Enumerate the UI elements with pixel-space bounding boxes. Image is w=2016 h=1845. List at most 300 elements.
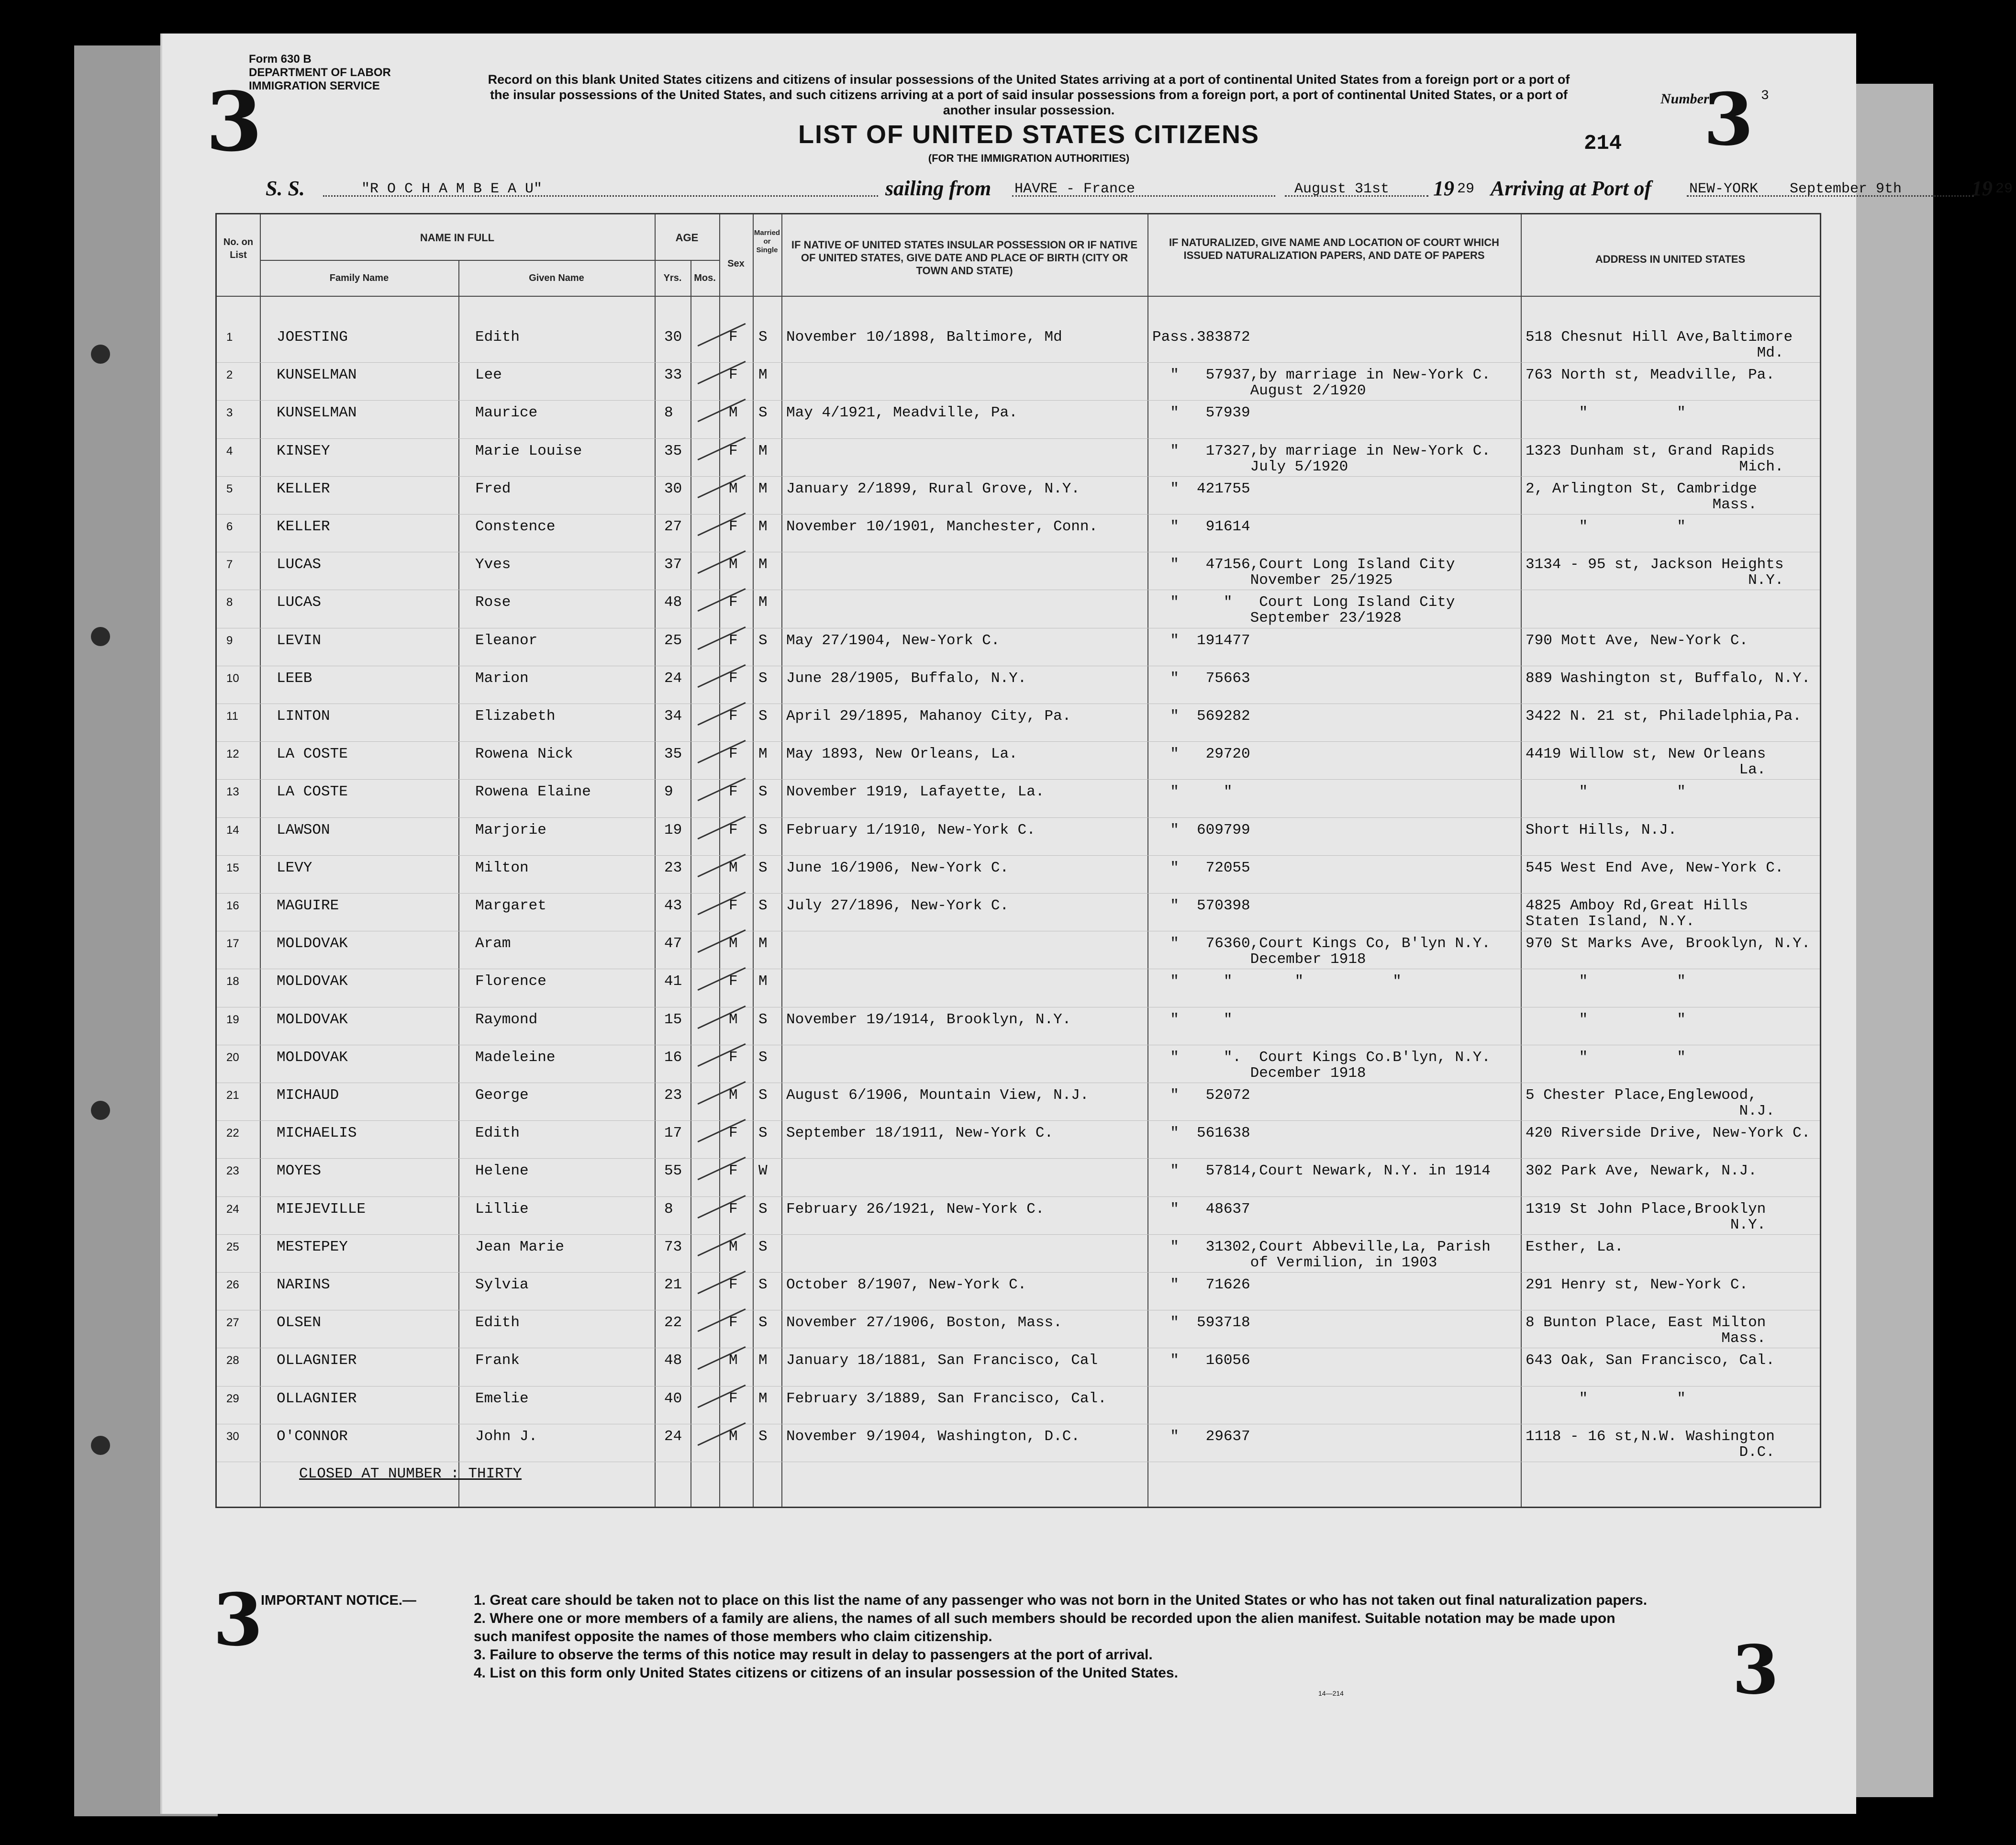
departure-year-prefix: 19 — [1433, 177, 1454, 200]
header-age: AGE — [675, 232, 699, 244]
check-mark — [698, 1081, 746, 1105]
married-single-cell: S — [758, 632, 768, 649]
table-row — [217, 1045, 1820, 1083]
birth-info-cell: July 27/1896, New-York C. — [786, 897, 1009, 914]
given-name-cell: Fred — [475, 480, 511, 497]
married-single-cell: M — [758, 1390, 768, 1407]
sex-cell: F — [729, 973, 738, 990]
check-mark — [698, 1043, 746, 1067]
naturalization-cell: " ". Court Kings Co.B'lyn, N.Y. December 1918 — [1170, 1049, 1491, 1082]
given-name-cell: Marjorie — [475, 821, 546, 839]
married-single-cell: M — [758, 973, 768, 990]
address-cell: 790 Mott Ave, New-York C. — [1526, 632, 1749, 649]
form-big-number-top-right: 3 — [1704, 78, 1754, 162]
check-mark — [698, 1157, 746, 1180]
row-number: 26 — [226, 1278, 239, 1291]
sex-cell: F — [729, 670, 738, 687]
naturalization-cell: " 421755 — [1152, 480, 1250, 497]
married-single-cell: S — [758, 1200, 768, 1218]
birth-info-cell: November 10/1898, Baltimore, Md — [786, 329, 1062, 346]
check-mark — [698, 1422, 746, 1446]
ship-line — [266, 176, 2013, 205]
naturalization-cell: " 91614 — [1152, 518, 1250, 535]
arriving-label: Arriving at Port of — [1491, 177, 1652, 200]
sex-cell: F — [729, 632, 738, 649]
address-cell: 2, Arlington St, Cambridge Mass. — [1526, 480, 1757, 513]
family-name-cell: LEVY — [277, 859, 312, 876]
age-years-cell: 33 — [664, 367, 682, 384]
closed-at-number: CLOSED AT NUMBER : THIRTY — [299, 1465, 522, 1482]
sex-cell: M — [729, 1352, 738, 1369]
row-number: 20 — [226, 1051, 239, 1064]
address-cell: " " — [1526, 404, 1686, 422]
given-name-cell: Aram — [475, 935, 511, 952]
form-big-number-bottom-left: 3 — [213, 1578, 263, 1662]
given-name-cell: Marion — [475, 670, 529, 687]
naturalization-cell: " 47156,Court Long Island City November 25/1925 — [1170, 556, 1455, 589]
family-name-cell: LEVIN — [277, 632, 322, 649]
married-single-cell: M — [758, 367, 768, 384]
sex-cell: M — [729, 404, 738, 422]
arrival-date: September 9th — [1790, 181, 1902, 197]
table-row — [217, 400, 1820, 438]
address-cell: 291 Henry st, New-York C. — [1526, 1276, 1749, 1293]
naturalization-cell: " 57939 — [1152, 404, 1250, 422]
married-single-cell: M — [758, 594, 768, 611]
given-name-cell: Lillie — [475, 1200, 529, 1218]
sex-cell: F — [729, 1314, 738, 1331]
age-years-cell: 55 — [664, 1163, 682, 1180]
row-number: 3 — [226, 406, 233, 420]
address-cell: Short Hills, N.J. — [1526, 821, 1677, 839]
address-cell: Esther, La. — [1526, 1238, 1624, 1255]
age-years-cell: 27 — [664, 518, 682, 535]
given-name-cell: Sylvia — [475, 1276, 529, 1293]
age-years-cell: 15 — [664, 1011, 682, 1028]
row-number: 12 — [226, 748, 239, 761]
family-name-cell: LUCAS — [277, 594, 322, 611]
header-family-name: Family Name — [329, 273, 389, 283]
given-name-cell: Madeleine — [475, 1049, 556, 1066]
birth-info-cell: January 2/1899, Rural Grove, N.Y. — [786, 480, 1080, 497]
address-cell: " " — [1526, 973, 1686, 990]
check-mark — [698, 1005, 746, 1029]
row-number: 15 — [226, 861, 239, 874]
birth-info-cell: January 18/1881, San Francisco, Cal — [786, 1352, 1098, 1369]
given-name-cell: Rose — [475, 594, 511, 611]
row-number: 19 — [226, 1013, 239, 1026]
sailing-label: sailing from — [885, 177, 991, 200]
married-single-cell: S — [758, 1276, 768, 1293]
family-name-cell: KUNSELMAN — [277, 404, 357, 422]
married-single-cell: S — [758, 1011, 768, 1028]
age-years-cell: 21 — [664, 1276, 682, 1293]
married-single-cell: S — [758, 329, 768, 346]
departure-port: HAVRE - France — [1014, 181, 1136, 197]
address-cell: 1323 Dunham st, Grand Rapids Mich. — [1526, 442, 1784, 475]
married-single-cell: M — [758, 442, 768, 459]
married-single-cell: S — [758, 783, 768, 801]
check-mark — [698, 475, 746, 498]
table-row — [217, 1158, 1820, 1196]
married-single-cell: S — [758, 821, 768, 839]
passenger-table — [215, 213, 1821, 1508]
age-years-cell: 48 — [664, 594, 682, 611]
table-row — [217, 893, 1820, 931]
notice-item: 4. List on this form only United States citizens or citizens of an insular possession of the United States. — [474, 1665, 1178, 1681]
sex-cell: M — [729, 480, 738, 497]
check-mark — [698, 702, 746, 726]
check-mark — [698, 588, 746, 612]
sex-cell: M — [729, 1428, 738, 1445]
header-name-in-full: NAME IN FULL — [420, 232, 495, 244]
naturalization-cell: " " — [1152, 1011, 1233, 1028]
check-mark — [698, 967, 746, 991]
birth-info-cell: May 1893, New Orleans, La. — [786, 746, 1018, 763]
table-row — [217, 931, 1820, 969]
sex-cell: F — [729, 518, 738, 535]
naturalization-cell: " 569282 — [1152, 708, 1250, 725]
naturalization-cell: " 16056 — [1152, 1352, 1250, 1369]
naturalization-cell: " " Court Long Island City September 23/1928 — [1170, 594, 1455, 627]
address-cell: " " — [1526, 1011, 1686, 1028]
table-row — [217, 1424, 1820, 1462]
row-number: 21 — [226, 1089, 239, 1102]
table-row — [217, 855, 1820, 894]
check-mark — [698, 1384, 746, 1408]
check-mark — [698, 436, 746, 460]
arrival-port: NEW-YORK — [1689, 181, 1759, 197]
age-years-cell: 8 — [664, 404, 673, 422]
given-name-cell: Edith — [475, 1125, 520, 1142]
age-years-cell: 47 — [664, 935, 682, 952]
given-name-cell: Elizabeth — [475, 708, 556, 725]
given-name-cell: Rowena Nick — [475, 746, 573, 763]
header-age-months: Mos. — [694, 273, 716, 283]
married-single-cell: M — [758, 480, 768, 497]
family-name-cell: LA COSTE — [277, 783, 348, 801]
sex-cell: F — [729, 1049, 738, 1066]
birth-info-cell: February 3/1889, San Francisco, Cal. — [786, 1390, 1107, 1407]
address-cell: 3134 - 95 st, Jackson Heights N.Y. — [1526, 556, 1784, 589]
naturalization-cell: " 29637 — [1152, 1428, 1250, 1445]
table-row — [217, 1120, 1820, 1159]
sex-cell: M — [729, 1011, 738, 1028]
age-years-cell: 40 — [664, 1390, 682, 1407]
row-number: 13 — [226, 785, 239, 799]
naturalization-cell: " 609799 — [1152, 821, 1250, 839]
header-birth-info: IF NATIVE OF UNITED STATES INSULAR POSSESSION OR IF NATIVE OF UNITED STATES, GIVE DATE AND PLACE OF BIRTH (CITY OR TOWN AND STATE) — [791, 239, 1138, 277]
header-sex: Sex — [727, 258, 745, 269]
age-years-cell: 48 — [664, 1352, 682, 1369]
department-name: DEPARTMENT OF LABOR — [249, 66, 391, 79]
naturalization-cell: " " — [1152, 783, 1233, 801]
row-number: 9 — [226, 634, 233, 647]
address-cell: 643 Oak, San Francisco, Cal. — [1526, 1352, 1775, 1369]
naturalization-cell: " " " " — [1152, 973, 1402, 990]
family-name-cell: MOYES — [277, 1163, 322, 1180]
age-years-cell: 16 — [664, 1049, 682, 1066]
row-number: 7 — [226, 558, 233, 571]
check-mark — [698, 929, 746, 953]
naturalization-cell: " 570398 — [1152, 897, 1250, 914]
naturalization-cell: " 17327,by marriage in New-York C. July 5/1920 — [1170, 442, 1491, 475]
given-name-cell: Emelie — [475, 1390, 529, 1407]
address-cell: 763 North st, Meadville, Pa. — [1526, 367, 1775, 384]
row-number: 11 — [226, 710, 238, 723]
given-name-cell: Jean Marie — [475, 1238, 565, 1255]
given-name-cell: Margaret — [475, 897, 546, 914]
given-name-cell: Marie Louise — [475, 442, 582, 459]
married-single-cell: S — [758, 708, 768, 725]
sex-cell: F — [729, 897, 738, 914]
address-cell: " " — [1526, 783, 1686, 801]
naturalization-cell: " 57937,by marriage in New-York C. August 2/1920 — [1170, 367, 1491, 400]
form-code: 14—214 — [1318, 1689, 1344, 1697]
birth-info-cell: November 27/1906, Boston, Mass. — [786, 1314, 1062, 1331]
married-single-cell: S — [758, 670, 768, 687]
binder-hole — [91, 1101, 110, 1120]
given-name-cell: Florence — [475, 973, 546, 990]
row-number: 16 — [226, 899, 239, 912]
table-row — [217, 1196, 1820, 1235]
table-row — [217, 628, 1820, 666]
birth-info-cell: April 29/1895, Mahanoy City, Pa. — [786, 708, 1071, 725]
check-mark — [698, 892, 746, 915]
family-name-cell: MIEJEVILLE — [277, 1200, 366, 1218]
age-years-cell: 19 — [664, 821, 682, 839]
table-row — [217, 514, 1820, 552]
row-number: 14 — [226, 823, 239, 837]
table-row — [217, 552, 1820, 590]
age-years-cell: 25 — [664, 632, 682, 649]
birth-info-cell: February 26/1921, New-York C. — [786, 1200, 1045, 1218]
check-mark — [698, 816, 746, 839]
sex-cell: M — [729, 859, 738, 876]
sex-cell: F — [729, 1390, 738, 1407]
married-single-cell: W — [758, 1163, 768, 1180]
sex-cell: F — [729, 442, 738, 459]
address-cell: 420 Riverside Drive, New-York C. — [1526, 1125, 1811, 1142]
sex-cell: F — [729, 746, 738, 763]
family-name-cell: O'CONNOR — [277, 1428, 348, 1445]
table-row — [217, 1386, 1820, 1424]
address-cell: " " — [1526, 1390, 1686, 1407]
naturalization-cell: " 191477 — [1152, 632, 1250, 649]
binder-hole — [91, 627, 110, 646]
departure-year: 29 — [1457, 181, 1475, 197]
sex-cell: F — [729, 367, 738, 384]
age-years-cell: 43 — [664, 897, 682, 914]
birth-info-cell: September 18/1911, New-York C. — [786, 1125, 1054, 1142]
birth-info-cell: October 8/1907, New-York C. — [786, 1276, 1027, 1293]
age-years-cell: 24 — [664, 1428, 682, 1445]
number-label: Number — [1660, 91, 1709, 107]
family-name-cell: OLSEN — [277, 1314, 322, 1331]
given-name-cell: Eleanor — [475, 632, 538, 649]
address-cell: " " — [1526, 1049, 1686, 1066]
number-value: 3 — [1761, 89, 1769, 103]
row-number: 2 — [226, 369, 233, 382]
given-name-cell: Rowena Elaine — [475, 783, 591, 801]
table-row — [217, 741, 1820, 780]
birth-info-cell: August 6/1906, Mountain View, N.J. — [786, 1087, 1089, 1104]
married-single-cell: M — [758, 518, 768, 535]
departure-date: August 31st — [1294, 181, 1390, 197]
sex-cell: M — [729, 1238, 738, 1255]
header-no-on-list: No. on List — [223, 237, 254, 260]
naturalization-cell: " 52072 — [1152, 1087, 1250, 1104]
naturalization-cell: " 31302,Court Abbeville,La, Parish of Vermilion, in 1903 — [1170, 1238, 1491, 1271]
naturalization-cell: " 75663 — [1152, 670, 1250, 687]
family-name-cell: MOLDOVAK — [277, 1049, 348, 1066]
address-cell: 970 St Marks Ave, Brooklyn, N.Y. — [1526, 935, 1811, 952]
family-name-cell: KELLER — [277, 480, 330, 497]
address-cell: 5 Chester Place,Englewood, N.J. — [1526, 1087, 1775, 1119]
family-name-cell: LAWSON — [277, 821, 330, 839]
married-single-cell: M — [758, 1352, 768, 1369]
sex-cell: F — [729, 1125, 738, 1142]
row-number: 4 — [226, 444, 233, 458]
form-big-number-top: 3 — [206, 74, 263, 170]
sex-cell: F — [729, 1163, 738, 1180]
address-cell: 302 Park Ave, Newark, N.J. — [1526, 1163, 1757, 1180]
sex-cell: F — [729, 329, 738, 346]
row-number: 17 — [226, 937, 239, 950]
address-cell: 545 West End Ave, New-York C. — [1526, 859, 1784, 876]
check-mark — [698, 854, 746, 877]
married-single-cell: S — [758, 897, 768, 914]
family-name-cell: MOLDOVAK — [277, 935, 348, 952]
given-name-cell: Frank — [475, 1352, 520, 1369]
ss-label: S. S. — [266, 177, 305, 200]
family-name-cell: MAGUIRE — [277, 897, 339, 914]
naturalization-cell: " 48637 — [1152, 1200, 1250, 1218]
given-name-cell: Edith — [475, 329, 520, 346]
age-years-cell: 24 — [664, 670, 682, 687]
row-number: 28 — [226, 1354, 239, 1367]
page-title: LIST OF UNITED STATES CITIZENS — [798, 120, 1259, 149]
married-single-cell: M — [758, 935, 768, 952]
check-mark — [698, 399, 746, 422]
age-years-cell: 37 — [664, 556, 682, 573]
age-years-cell: 9 — [664, 783, 673, 801]
table-row — [217, 324, 1820, 363]
age-years-cell: 30 — [664, 329, 682, 346]
row-number: 22 — [226, 1127, 239, 1140]
family-name-cell: LUCAS — [277, 556, 322, 573]
row-number: 29 — [226, 1392, 239, 1405]
check-mark — [698, 323, 746, 347]
given-name-cell: Yves — [475, 556, 511, 573]
family-name-cell: MICHAUD — [277, 1087, 339, 1104]
table-row — [217, 1007, 1820, 1045]
family-name-cell: LA COSTE — [277, 746, 348, 763]
birth-info-cell: November 19/1914, Brooklyn, N.Y. — [786, 1011, 1071, 1028]
check-mark — [698, 778, 746, 801]
birth-info-cell: November 1919, Lafayette, La. — [786, 783, 1045, 801]
birth-info-cell: November 9/1904, Washington, D.C. — [786, 1428, 1080, 1445]
naturalization-cell: " 72055 — [1152, 859, 1250, 876]
family-name-cell: MOLDOVAK — [277, 1011, 348, 1028]
record-instructions: Record on this blank United States citizens and citizens of insular possessions of the United States arriving at a port of continental United States from a foreign port or a port of the insular possessions of the United States, and such citizens arriving at a port of said insular possessions from a foreign port, a port of continental United States, or a port of another insular possession. — [488, 72, 1570, 117]
age-years-cell: 22 — [664, 1314, 682, 1331]
sex-cell: F — [729, 594, 738, 611]
check-mark — [698, 740, 746, 763]
family-name-cell: JOESTING — [277, 329, 348, 346]
check-mark — [698, 513, 746, 536]
given-name-cell: George — [475, 1087, 529, 1104]
service-name: IMMIGRATION SERVICE — [249, 79, 380, 92]
table-row — [217, 666, 1820, 704]
row-number: 5 — [226, 482, 233, 495]
family-name-cell: OLLAGNIER — [277, 1390, 357, 1407]
sex-cell: F — [729, 1200, 738, 1218]
family-name-cell: MICHAELIS — [277, 1125, 357, 1142]
table-row — [217, 779, 1820, 817]
family-name-cell: OLLAGNIER — [277, 1352, 357, 1369]
notice-item: 2. Where one or more members of a family are aliens, the names of all such members should be recorded upon the alien manifest. Suitable notation may be made upon — [474, 1610, 1615, 1626]
age-years-cell: 35 — [664, 442, 682, 459]
table-row — [217, 969, 1820, 1007]
row-number: 6 — [226, 520, 233, 533]
table-row — [217, 1348, 1820, 1386]
family-name-cell: MESTEPEY — [277, 1238, 348, 1255]
naturalization-cell: " 57814,Court Newark, N.Y. in 1914 — [1152, 1163, 1491, 1180]
check-mark — [698, 1119, 746, 1142]
age-years-cell: 23 — [664, 1087, 682, 1104]
married-single-cell: S — [758, 1238, 768, 1255]
married-single-cell: M — [758, 556, 768, 573]
family-name-cell: MOLDOVAK — [277, 973, 348, 990]
arrival-year: 29 — [1995, 181, 2013, 197]
address-cell: 1118 - 16 st,N.W. Washington D.C. — [1526, 1428, 1775, 1461]
page-stamp: 214 — [1584, 132, 1622, 156]
row-number: 25 — [226, 1240, 239, 1253]
family-name-cell: KELLER — [277, 518, 330, 535]
address-cell: 4825 Amboy Rd,Great Hills Staten Island, N.Y. — [1526, 897, 1749, 930]
age-years-cell: 17 — [664, 1125, 682, 1142]
married-single-cell: S — [758, 1087, 768, 1104]
birth-info-cell: June 28/1905, Buffalo, N.Y. — [786, 670, 1027, 687]
given-name-cell: Constence — [475, 518, 556, 535]
age-years-cell: 34 — [664, 708, 682, 725]
given-name-cell: Milton — [475, 859, 529, 876]
header-naturalization: IF NATURALIZED, GIVE NAME AND LOCATION OF COURT WHICH ISSUED NATURALIZATION PAPERS, AND DATE OF PAPERS — [1169, 236, 1500, 261]
row-number: 1 — [226, 331, 233, 344]
notice-item: such manifest opposite the names of those members who claim citizenship. — [474, 1629, 992, 1644]
sex-cell: F — [729, 783, 738, 801]
form-number: Form 630 B — [249, 53, 312, 66]
header-address: ADDRESS IN UNITED STATES — [1595, 253, 1746, 265]
married-single-cell: S — [758, 859, 768, 876]
row-number: 8 — [226, 596, 233, 609]
check-mark — [698, 1195, 746, 1218]
table-row — [217, 1234, 1820, 1273]
married-single-cell: S — [758, 1314, 768, 1331]
table-row — [217, 590, 1820, 628]
family-name-cell: KINSEY — [277, 442, 330, 459]
header-married-or-single: Married or Single — [754, 229, 780, 254]
check-mark — [698, 1271, 746, 1294]
age-years-cell: 41 — [664, 973, 682, 990]
header-age-years: Yrs. — [663, 273, 682, 283]
given-name-cell: Edith — [475, 1314, 520, 1331]
sex-cell: M — [729, 556, 738, 573]
table-row — [217, 1310, 1820, 1348]
given-name-cell: John J. — [475, 1428, 538, 1445]
table-row — [217, 362, 1820, 401]
